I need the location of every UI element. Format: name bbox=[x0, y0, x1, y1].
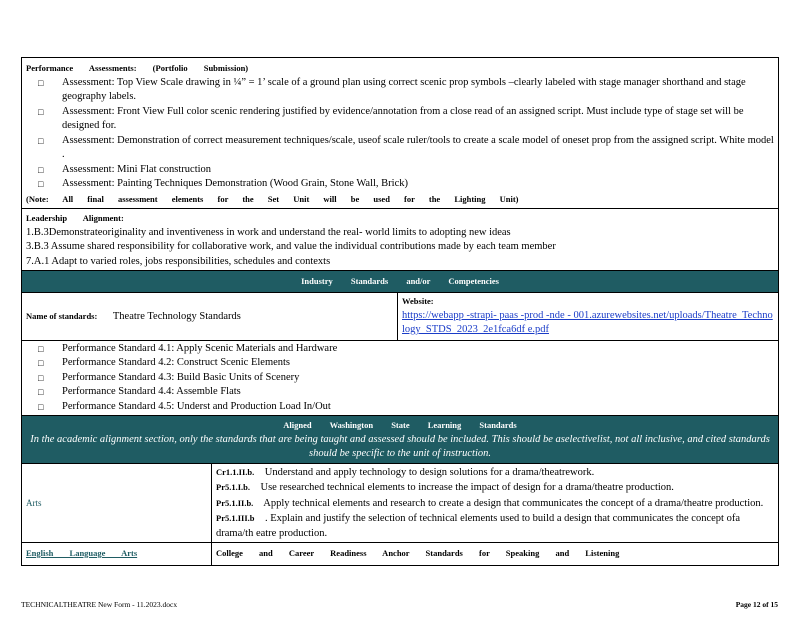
performance-list bbox=[26, 76, 774, 192]
standard-text: Use researched technical elements to increase the impact of design for a drama/theatre production. bbox=[260, 482, 674, 493]
performance-row bbox=[22, 58, 779, 209]
standard-text: Understand and apply technology to design solutions for a drama/theatrework. bbox=[264, 466, 595, 478]
list-item: □ Assessment: Demonstration of correct measurement techniques/scale, useof scale ruler/tools to create a scale model of oneset prop from the assigned script. White model . bbox=[38, 134, 774, 163]
industry-header-row bbox=[22, 271, 779, 293]
list-item: □ Performance Standard 4.4: Assemble Flats bbox=[38, 385, 774, 400]
list-item: □ Performance Standard 4.3: Build Basic Units of Scenery bbox=[38, 371, 774, 386]
arts-item bbox=[216, 511, 774, 541]
list-item: □ Performance Standard 4.1: Apply Scenic Materials and Hardware bbox=[38, 342, 774, 357]
standards-name-label: Name of standards: bbox=[26, 310, 98, 321]
list-item: □ Assessment: Front View Full color scenic rendering justified by evidence/annotation from a close read of an assigned script. Must include type of stage set will be designed for. bbox=[38, 105, 774, 134]
leadership-item: 3.B.3 Assume shared responsibility for collaborative work, and value the individual contributions made by each team member bbox=[26, 241, 556, 252]
document-sheet bbox=[21, 57, 778, 566]
standard-text: Apply technical elements and research to create a design that communicates the concept of a drama/theatre production. bbox=[263, 497, 764, 509]
standard-code: Cr1.1.II.b. bbox=[216, 466, 255, 477]
arts-item bbox=[216, 465, 774, 481]
list-item: □ Performance Standard 4.2: Construct Scenic Elements bbox=[38, 356, 774, 371]
standards-name-row bbox=[22, 293, 779, 341]
leadership-item: 7.A.1 Adapt to varied roles, jobs responsibilities, schedules and contexts bbox=[26, 255, 331, 267]
standard-code: Pr5.1.II.b. bbox=[216, 497, 254, 508]
arts-label: Arts bbox=[22, 463, 212, 543]
standard-code: Pr5.1.I.b. bbox=[216, 482, 250, 492]
arts-row bbox=[22, 463, 779, 543]
footer-filename: TECHNICALTHEATRE New Form - 11.2023.docx bbox=[21, 600, 178, 609]
list-item: □ Assessment: Top View Scale drawing in ¼” = 1’ scale of a ground plan using correct scenic prop symbols –clearly labeled with stage manager shorthand and stage geography labels. bbox=[38, 76, 774, 105]
performance-standards-row bbox=[22, 340, 779, 416]
performance-heading: Performance Assessments: (Portfolio Submission) bbox=[26, 63, 249, 73]
leadership-heading: Leadership Alignment: bbox=[26, 213, 124, 223]
page-label: Page bbox=[735, 600, 752, 609]
english-row bbox=[22, 543, 779, 566]
curriculum-table bbox=[21, 57, 779, 566]
leadership-row bbox=[22, 209, 779, 271]
leadership-item: 1.B.3Demonstrateoriginality and inventiveness in work and understand the real- world limits to adopting new ideas bbox=[26, 226, 511, 238]
english-value: College and Career Readiness Anchor Standards for Speaking and Listening bbox=[216, 548, 620, 558]
standard-code: Pr5.1.III.b bbox=[216, 513, 255, 523]
arts-item bbox=[216, 496, 774, 512]
page-number: 12 bbox=[753, 600, 761, 609]
page-total: 15 bbox=[770, 600, 778, 609]
footer-page bbox=[736, 600, 778, 609]
arts-item bbox=[216, 480, 774, 496]
aligned-heading: Aligned Washington State Learning Standards bbox=[283, 420, 517, 430]
english-label: English Language Arts bbox=[26, 548, 138, 558]
aligned-header-row bbox=[22, 416, 779, 464]
website-label: Website: bbox=[402, 296, 434, 306]
aligned-note: In the academic alignment section, only the standards that are being taught and assessed should be included. This should be aselectivelist, not all inclusive, and cited standards should be specific to the unit of instruction. bbox=[30, 433, 770, 459]
standard-text: . Explain and justify the selection of technical elements used to build a design that communicates the concept ofa drama/th eatre production. bbox=[216, 513, 740, 539]
performance-note: (Note: All final assessment elements for the Set Unit will be used for the Lighting Unit) bbox=[26, 193, 519, 204]
of-label: of bbox=[762, 600, 769, 609]
industry-heading: Industry Standards and/or Competencies bbox=[301, 275, 499, 286]
website-link[interactable]: https://webapp -strapi- paas -prod -nde - 001.azurewebsites.net/uploads/Theatre_Technology_STDS_2023_2e1fca6df e.pdf bbox=[402, 309, 773, 335]
list-item: □ Assessment: Painting Techniques Demonstration (Wood Grain, Stone Wall, Brick) bbox=[38, 177, 774, 192]
performance-standards-list bbox=[26, 342, 774, 415]
list-item: □ Assessment: Mini Flat construction bbox=[38, 163, 774, 178]
standards-name-value: Theatre Technology Standards bbox=[112, 310, 241, 322]
list-item: □ Performance Standard 4.5: Underst and Production Load In/Out bbox=[38, 400, 774, 415]
